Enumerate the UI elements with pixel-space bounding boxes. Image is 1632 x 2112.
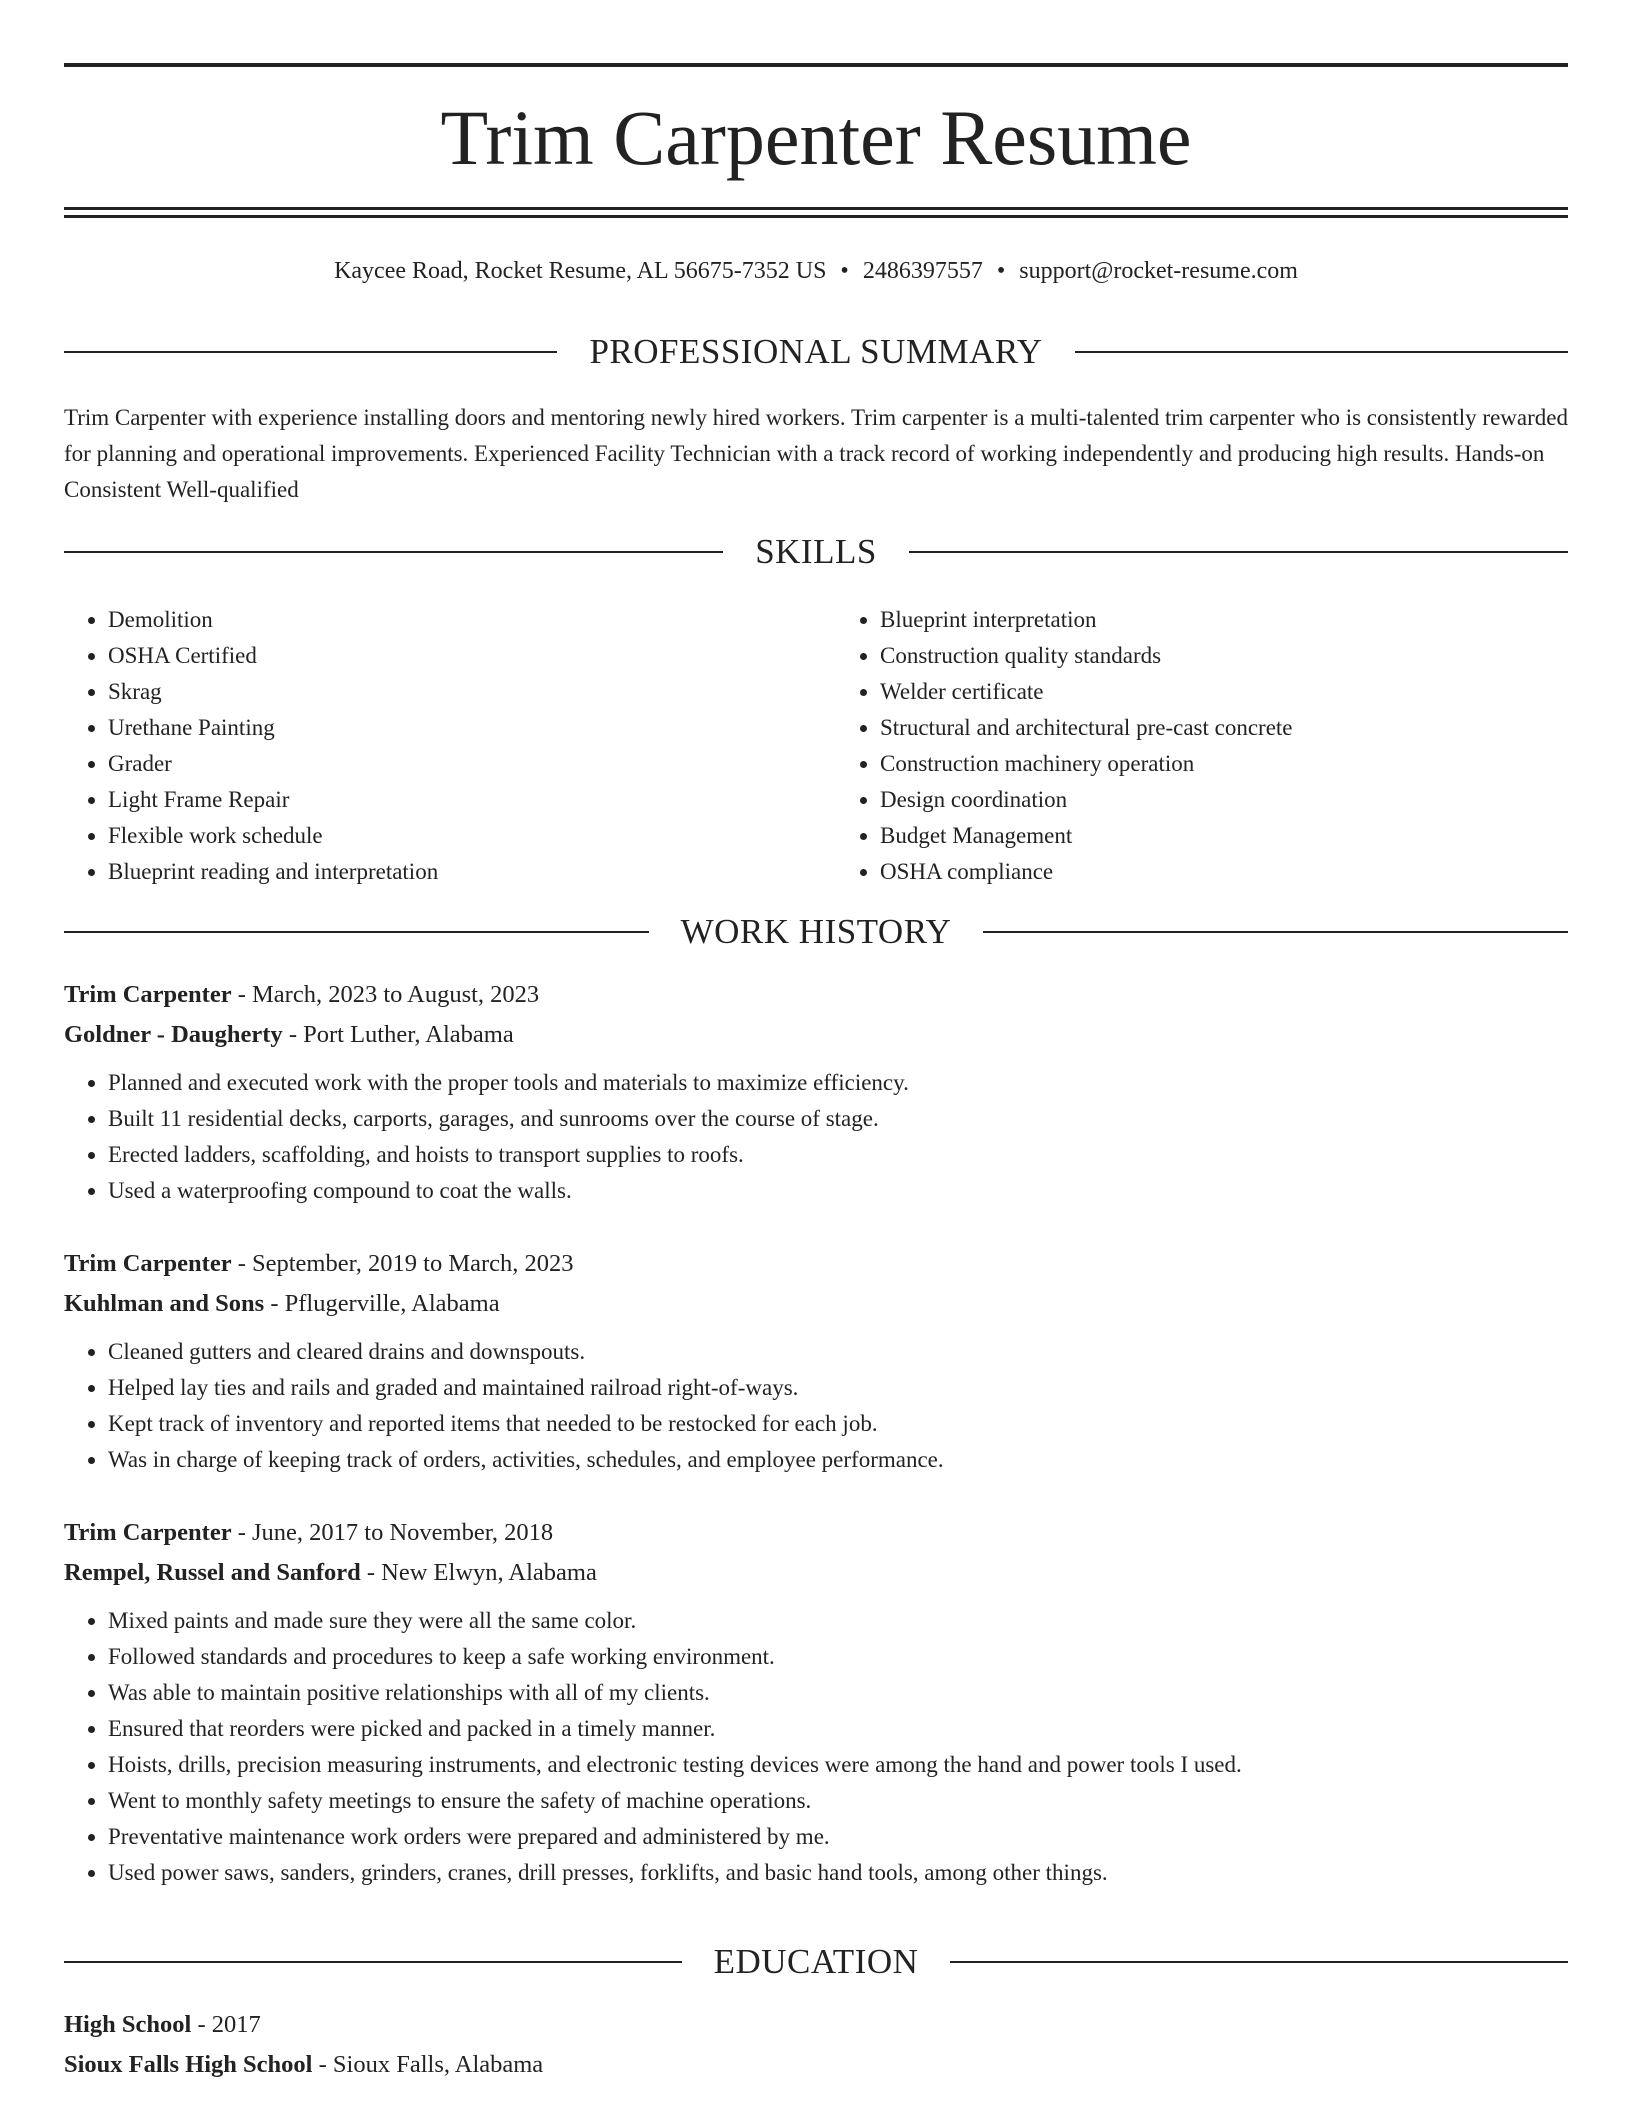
job-bullets — [64, 1334, 1568, 1478]
education-school-line — [64, 2045, 1568, 2085]
job-company: Rempel, Russel and Sanford — [64, 1559, 361, 1586]
job-dates: - June, 2017 to November, 2018 — [231, 1519, 554, 1546]
job-entry — [64, 1513, 1568, 1891]
heading-rule-left — [64, 1961, 682, 1963]
job-bullet: • Followed standards and procedures to keep a safe working environment. — [108, 1639, 1568, 1675]
job-bullet: • Hoists, drills, precision measuring instruments, and electronic testing devices were among the hand and power tools I used. — [108, 1747, 1568, 1783]
skill-item: • Skrag — [108, 674, 796, 710]
job-bullets — [64, 1603, 1568, 1891]
job-location: - Port Luther, Alabama — [282, 1021, 514, 1048]
job-bullet: • Helped lay ties and rails and graded and maintained railroad right-of-ways. — [108, 1370, 1568, 1406]
job-title-line — [64, 1244, 1568, 1284]
skill-item: • Blueprint interpretation — [880, 602, 1568, 638]
heading-rule-left — [64, 931, 649, 933]
skills-column-right — [836, 602, 1568, 890]
job-dates: - September, 2019 to March, 2023 — [231, 1250, 574, 1277]
education-location: - Sioux Falls, Alabama — [312, 2051, 544, 2078]
skill-item: • Grader — [108, 746, 796, 782]
summary-heading-label: PROFESSIONAL SUMMARY — [589, 332, 1043, 371]
education-year: - 2017 — [191, 2011, 261, 2038]
skills-heading-label: SKILLS — [755, 532, 877, 571]
education-degree-line — [64, 2005, 1568, 2045]
education-section-heading — [64, 1940, 1568, 1984]
education-entry — [64, 2005, 1568, 2085]
contact-separator: • — [996, 258, 1006, 284]
education-degree: High School — [64, 2011, 192, 2038]
job-bullet: • Used a waterproofing compound to coat the walls. — [108, 1173, 1568, 1209]
job-title: Trim Carpenter — [64, 981, 232, 1008]
job-bullet: • Ensured that reorders were picked and packed in a timely manner. — [108, 1711, 1568, 1747]
job-bullet: • Cleaned gutters and cleared drains and downspouts. — [108, 1334, 1568, 1370]
heading-rule-right — [1075, 351, 1568, 353]
skills-list — [64, 602, 1568, 890]
heading-rule-left — [64, 351, 557, 353]
job-title: Trim Carpenter — [64, 1519, 232, 1546]
job-bullet: • Planned and executed work with the proper tools and materials to maximize efficiency. — [108, 1065, 1568, 1101]
job-location: - New Elwyn, Alabama — [360, 1559, 597, 1586]
job-bullet: • Mixed paints and made sure they were all the same color. — [108, 1603, 1568, 1639]
title-double-rule-upper — [64, 207, 1568, 210]
heading-rule-right — [983, 931, 1568, 933]
skill-item: • Welder certificate — [880, 674, 1568, 710]
skill-item: • Urethane Painting — [108, 710, 796, 746]
job-title: Trim Carpenter — [64, 1250, 232, 1277]
job-bullets — [64, 1065, 1568, 1209]
top-rule — [64, 63, 1568, 67]
summary-text: Trim Carpenter with experience installing doors and mentoring newly hired workers. Trim carpenter is a multi-talented trim carpenter who is consistently rewarded for planning and operational improvements. Experienced Facility Technician with a track record of working independently and producing high results. Hands-on Consistent Well-qualified — [64, 405, 1568, 502]
heading-rule-left — [64, 551, 723, 553]
skill-item: • Structural and architectural pre-cast concrete — [880, 710, 1568, 746]
job-company-line — [64, 1284, 1568, 1324]
job-company: Kuhlman and Sons — [64, 1290, 265, 1317]
job-bullet: • Erected ladders, scaffolding, and hoists to transport supplies to roofs. — [108, 1137, 1568, 1173]
skill-item: • Light Frame Repair — [108, 782, 796, 818]
skill-item: • Flexible work schedule — [108, 818, 796, 854]
heading-rule-right — [950, 1961, 1568, 1963]
work-section-heading — [64, 910, 1568, 954]
job-entry — [64, 1244, 1568, 1478]
job-title-line — [64, 975, 1568, 1015]
skill-item: • Construction machinery operation — [880, 746, 1568, 782]
contact-email: support@rocket-resume.com — [1019, 258, 1298, 284]
skill-item: • Budget Management — [880, 818, 1568, 854]
job-bullet: • Preventative maintenance work orders were prepared and administered by me. — [108, 1819, 1568, 1855]
education-heading-label: EDUCATION — [713, 1942, 919, 1981]
work-heading-label: WORK HISTORY — [680, 912, 952, 951]
skill-item: • OSHA compliance — [880, 854, 1568, 890]
title-double-rule-lower — [64, 215, 1568, 218]
job-bullet: • Built 11 residential decks, carports, garages, and sunrooms over the course of stage. — [108, 1101, 1568, 1137]
summary-section-heading — [64, 330, 1568, 374]
job-title-line — [64, 1513, 1568, 1553]
job-entry — [64, 975, 1568, 1209]
job-bullet: • Used power saws, sanders, grinders, cranes, drill presses, forklifts, and basic hand tools, among other things. — [108, 1855, 1568, 1891]
job-company-line — [64, 1015, 1568, 1055]
skill-item: • Blueprint reading and interpretation — [108, 854, 796, 890]
job-bullet: • Went to monthly safety meetings to ensure the safety of machine operations. — [108, 1783, 1568, 1819]
contact-phone: 2486397557 — [862, 258, 983, 284]
job-company-line — [64, 1553, 1568, 1593]
job-bullet: • Was in charge of keeping track of orders, activities, schedules, and employee performance. — [108, 1442, 1568, 1478]
contact-line — [64, 254, 1568, 288]
skill-item: • Demolition — [108, 602, 796, 638]
contact-separator: • — [840, 258, 849, 284]
job-company: Goldner - Daugherty — [64, 1021, 283, 1048]
contact-address: Kaycee Road, Rocket Resume, AL 56675-7352 US — [334, 258, 827, 284]
skills-column-left — [64, 602, 796, 890]
skill-item: • OSHA Certified — [108, 638, 796, 674]
heading-rule-right — [909, 551, 1568, 553]
resume-title: Trim Carpenter Resume — [440, 94, 1192, 181]
job-location: - Pflugerville, Alabama — [264, 1290, 500, 1317]
job-bullet: • Kept track of inventory and reported items that needed to be restocked for each job. — [108, 1406, 1568, 1442]
skill-item: • Design coordination — [880, 782, 1568, 818]
skill-item: • Construction quality standards — [880, 638, 1568, 674]
job-dates: - March, 2023 to August, 2023 — [231, 981, 540, 1008]
skills-section-heading — [64, 530, 1568, 574]
job-bullet: • Was able to maintain positive relationships with all of my clients. — [108, 1675, 1568, 1711]
education-school: Sioux Falls High School — [64, 2051, 313, 2078]
